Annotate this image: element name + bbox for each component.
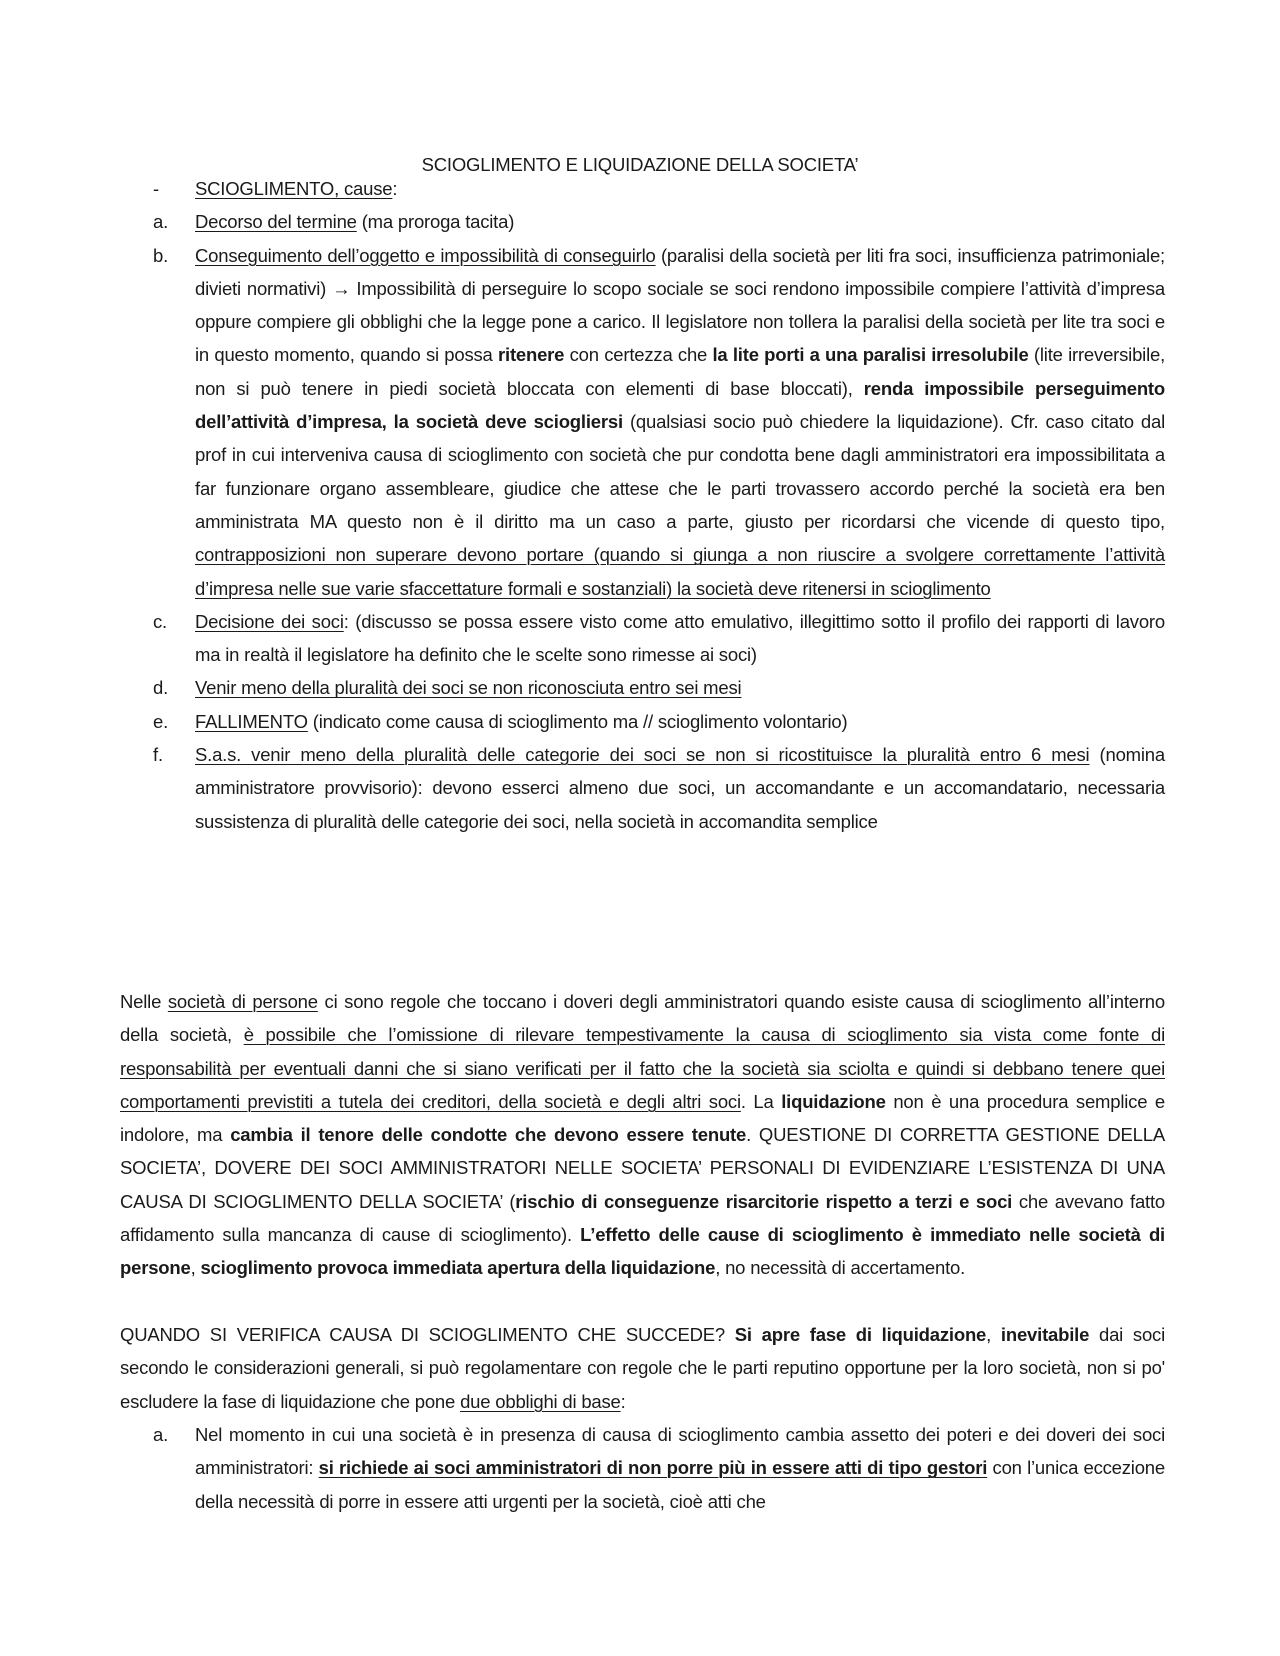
text-run: (paralisi della società per liti fra soci, insufficienza patrimoniale; divieti normativi)	[195, 244, 1165, 299]
text-run: . La	[740, 1090, 782, 1112]
text-run: (ma proroga tacita)	[356, 211, 515, 233]
underlined-text: Decisione dei soci	[195, 610, 344, 632]
text-run: Nel momento in cui una società è in presenza di causa di scioglimento cambia assetto dei poteri e dei doveri dei soci amministratori:	[195, 1424, 1165, 1479]
arrow-right-icon: →	[332, 277, 351, 299]
underlined-text: Conseguimento dell’oggetto e impossibilità di conseguirlo	[195, 244, 656, 266]
bold-text: scioglimento provoca immediata apertura della liquidazione	[200, 1257, 716, 1279]
text-run: che avevano fatto affidamento sulla mancanza di cause di scioglimento).	[120, 1190, 1165, 1246]
bold-text: Si apre fase di liquidazione	[734, 1324, 987, 1345]
paragraph-societa-di-persone	[120, 985, 1165, 1285]
text-run: : (discusso se possa essere visto come atto emulativo, illegittimo sotto il profilo dei rapporti di lavoro ma in realtà il legislatore ha definito che le scelte sono rimesse ai soci)	[195, 610, 1165, 666]
underlined-text: FALLIMENTO	[195, 710, 308, 732]
underlined-text: SCIOGLIMENTO, cause	[195, 178, 393, 199]
bold-text: renda impossibile perseguimento dell’attività d’impresa, la società deve sciogliersi	[195, 377, 1165, 433]
text-run: (lite irreversibile, non si può tenere in piedi società bloccata con elementi di base bloccati),	[195, 344, 1166, 399]
obligations-list	[120, 1418, 1165, 1518]
text-run: Impossibilità di perseguire lo scopo sociale se soci rendono impossibile compiere l’attività d’impresa oppure compiere gli obblighi che la legge pone a carico. Il legislatore non tollera la paralisi della società per lite tra soci e in questo momento, quando si possa	[195, 277, 1165, 366]
paragraph-liquidazione	[120, 1318, 1165, 1418]
underlined-text: Decorso del termine	[195, 211, 357, 233]
bold-text: inevitabile	[1000, 1324, 1090, 1345]
text-run: QUANDO SI VERIFICA CAUSA DI SCIOGLIMENTO CHE SUCCEDE?	[120, 1324, 735, 1345]
list-marker: b.	[153, 244, 169, 266]
text-run: Nelle	[120, 991, 168, 1012]
text-run: non è una procedura semplice e indolore, ma	[120, 1090, 1165, 1146]
dissolution-causes-list	[120, 172, 1165, 838]
bold-text: cambia il tenore delle condotte che devono essere tenute	[230, 1124, 747, 1146]
underlined-text: è possibile che l’omissione di rilevare tempestivamente la causa di scioglimento sia vista come fonte di responsabilità per eventuali danni che si siano verificati per il fatto che la società sia sciolta e quindi si debbano tenere quei comportamenti previstiti a tutela dei creditori, della società e degli altri soci	[120, 1024, 1165, 1112]
list-marker: a.	[153, 211, 169, 233]
text-run: :	[620, 1390, 626, 1412]
underlined-text: società di persone	[167, 991, 318, 1012]
list-marker: f.	[153, 744, 163, 766]
list-item-a	[120, 205, 1165, 238]
list-marker: c.	[153, 610, 167, 632]
bold-text: rischio di conseguenze risarcitorie rispetto a terzi e soci	[515, 1190, 1013, 1212]
list-item-a	[120, 1418, 1165, 1518]
underlined-text: contrapposizioni non superare devono portare (quando si giunga a non riuscire a svolgere correttamente l’attività d’impresa nelle sue varie sfaccettature formali e sostanziali) la società deve ritenersi in scioglimento	[195, 544, 1165, 599]
text-run: :	[392, 178, 398, 199]
bold-text: liquidazione	[781, 1090, 886, 1112]
list-item-c	[120, 605, 1165, 672]
list-item-e	[120, 705, 1165, 738]
text-run: ,	[190, 1257, 201, 1279]
bold-underlined-text: si richiede ai soci amministratori di non porre più in essere atti di tipo gestori	[318, 1457, 988, 1479]
underlined-text: S.a.s. venir meno della pluralità delle categorie dei soci se non si ricostituisce la pluralità entro 6 mesi	[195, 744, 1090, 766]
text-run: . QUESTIONE DI CORRETTA GESTIONE DELLA SOCIETA’, DOVERE DEI SOCI AMMINISTRATORI NELLE SOCIETA’ PERSONALI DI EVIDENZIARE L’ESISTENZA DI UNA CAUSA DI SCIOGLIMENTO DELLA SOCIETA’ (	[120, 1124, 1165, 1212]
list-item-f	[120, 738, 1165, 838]
list-item-dash	[120, 172, 1165, 205]
list-marker: a.	[153, 1424, 169, 1445]
list-marker: d.	[153, 677, 169, 699]
bold-text: la lite porti a una paralisi irresolubile	[712, 344, 1029, 366]
underlined-text: Venir meno della pluralità dei soci se non riconosciuta entro sei mesi	[195, 677, 742, 699]
bold-text: L’effetto delle cause di scioglimento è immediato nelle società di persone	[120, 1224, 1165, 1279]
list-marker: e.	[153, 710, 169, 732]
bold-text: ritenere	[498, 344, 565, 366]
text-run: (qualsiasi socio può chiedere la liquidazione). Cfr. caso citato dal prof in cui interveniva causa di scioglimento con società che pur condotta bene dagli amministratori era impossibilitata a far funzionare organo assembleare, giudice che attese che le parti trovassero accordo perché la società era ben amministrata MA questo non è il diritto ma un caso a parte, giusto per ricordarsi che vicende di questo tipo,	[195, 411, 1165, 532]
text-run: (indicato come causa di scioglimento ma // scioglimento volontario)	[307, 710, 848, 732]
text-run: (nomina amministratore provvisorio): devono esserci almeno due soci, un accomandante e un accomandatario, necessaria sussistenza di pluralità delle categorie dei soci, nella società in accomandita semplice	[195, 744, 1165, 832]
page-title: SCIOGLIMENTO E LIQUIDAZIONE DELLA SOCIETA’	[421, 154, 859, 175]
text-run: con l’unica eccezione della necessità di porre in essere atti urgenti per la società, cioè atti che	[195, 1457, 1165, 1512]
text-run: , no necessità di accertamento.	[715, 1257, 966, 1279]
list-marker: -	[153, 178, 159, 199]
text-run: con certezza che	[564, 344, 713, 366]
list-item-b	[120, 239, 1165, 605]
underlined-text: due obblighi di base	[460, 1390, 621, 1412]
text-run: ci sono regole che toccano i doveri degli amministratori quando esiste causa di scioglimento all’interno della società,	[120, 991, 1165, 1046]
text-run: dai soci secondo le considerazioni generali, si può regolamentare con regole che le parti reputino opportune per la loro società, non si po' escludere la fase di liquidazione che pone	[120, 1324, 1165, 1412]
list-item-d	[120, 671, 1165, 704]
text-run: ,	[986, 1324, 1001, 1345]
